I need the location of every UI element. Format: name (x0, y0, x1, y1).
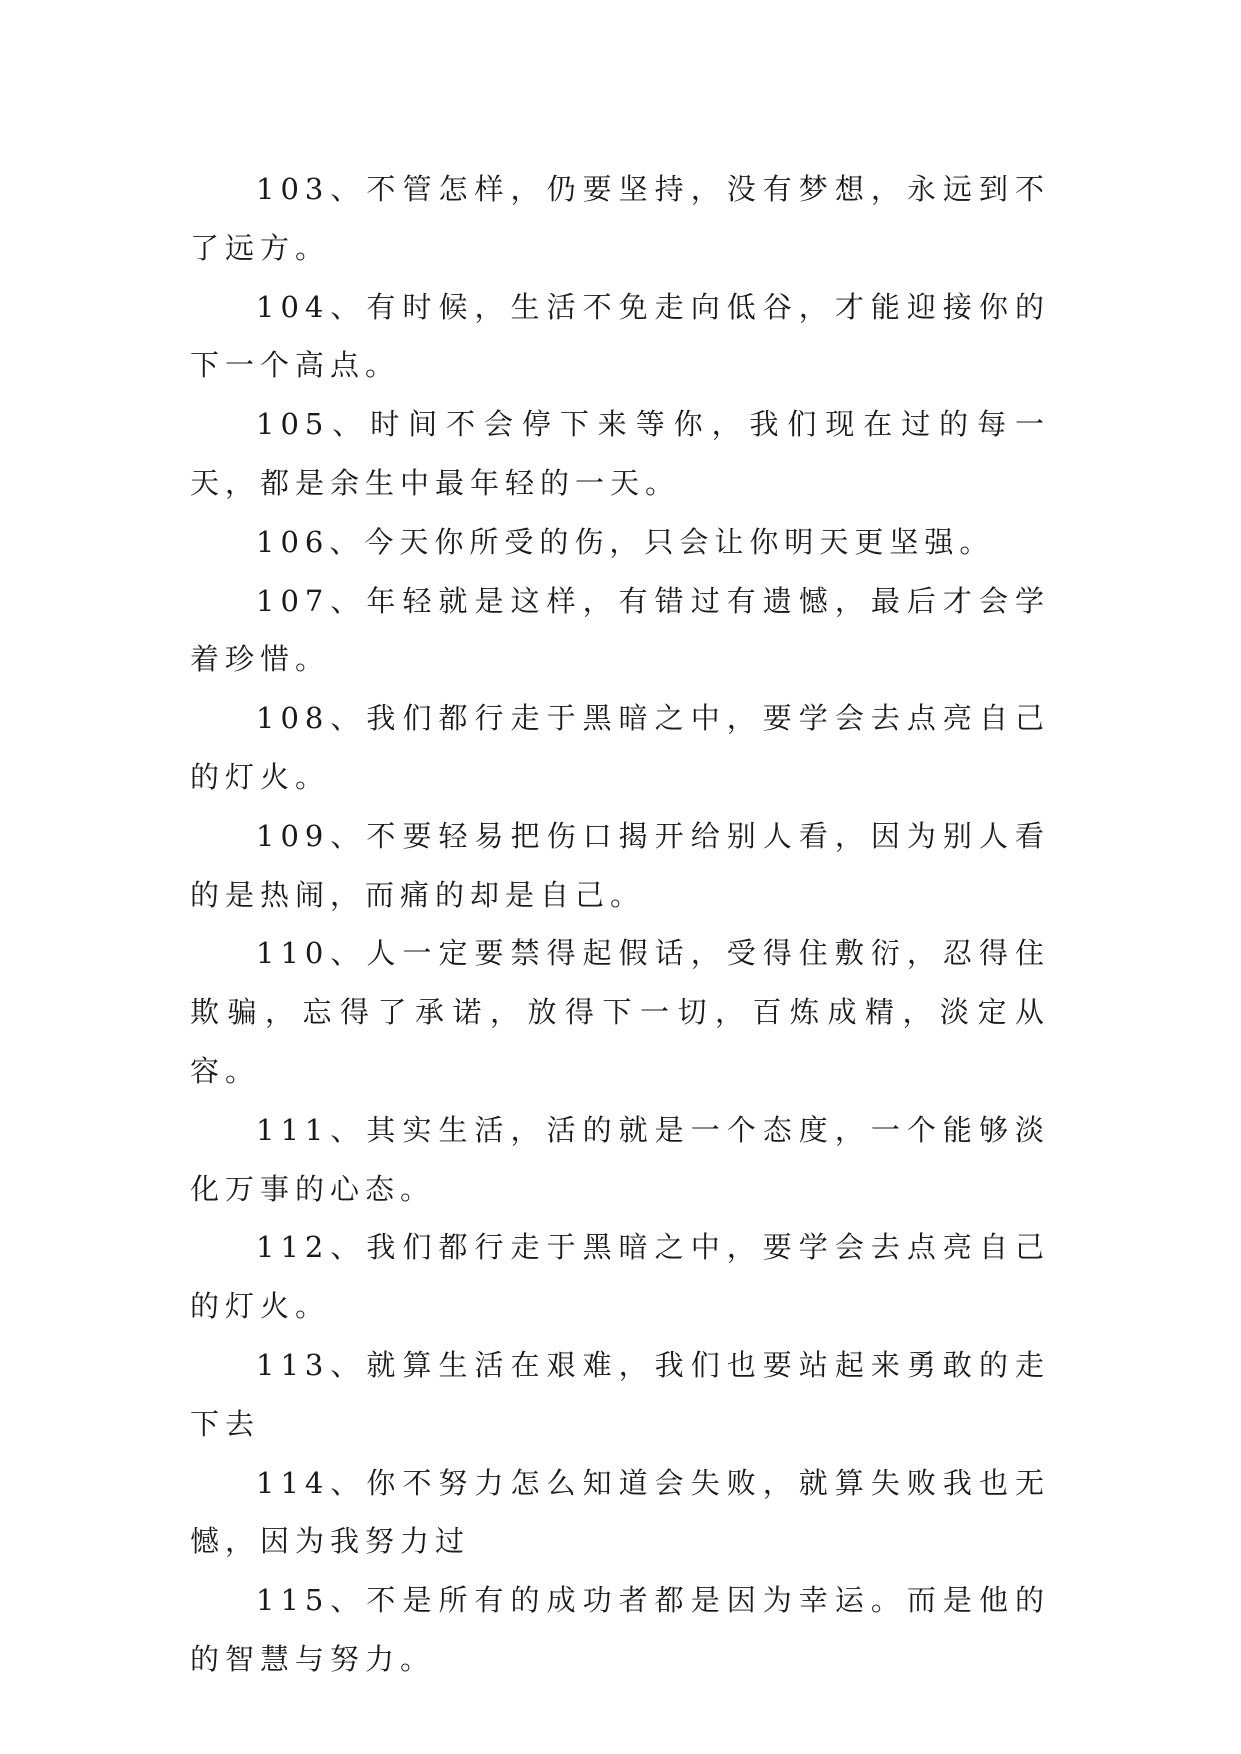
paragraph-106: 106、今天你所受的伤，只会让你明天更坚强。 (256, 524, 995, 559)
paragraph-109: 109、不要轻易把伤口揭开给别人看，因为别人看的是热闹，而痛的却是自己。 (190, 818, 1050, 912)
paragraph-114: 114、你不努力怎么知道会失败，就算失败我也无憾，因为我努力过 (190, 1465, 1050, 1559)
paragraph-110: 110、人一定要禁得起假话，受得住敷衍，忍得住欺骗，忘得了承诺，放得下一切，百炼成精，淡定从容。 (190, 936, 1050, 1088)
paragraph-115: 115、不是所有的成功者都是因为幸运。而是他的的智慧与努力。 (190, 1583, 1050, 1676)
document-body (190, 160, 1050, 1689)
paragraph-108: 108、我们都行走于黑暗之中，要学会去点亮自己的灯火。 (190, 701, 1050, 794)
paragraph-107: 107、年轻就是这样，有错过有遗憾，最后才会学着珍惜。 (190, 583, 1050, 677)
paragraph-113: 113、就算生活在艰难，我们也要站起来勇敢的走下去 (190, 1347, 1050, 1441)
paragraph-103: 103、不管怎样，仍要坚持，没有梦想，永远到不了远方。 (190, 172, 1050, 265)
paragraph-112: 112、我们都行走于黑暗之中，要学会去点亮自己的灯火。 (190, 1230, 1050, 1324)
paragraph-104: 104、有时候，生活不免走向低谷，才能迎接你的下一个高点。 (190, 289, 1050, 383)
paragraph-111: 111、其实生活，活的就是一个态度，一个能够淡化万事的心态。 (190, 1112, 1050, 1206)
paragraph-105: 105、时间不会停下来等你，我们现在过的每一天，都是余生中最年轻的一天。 (190, 407, 1050, 500)
